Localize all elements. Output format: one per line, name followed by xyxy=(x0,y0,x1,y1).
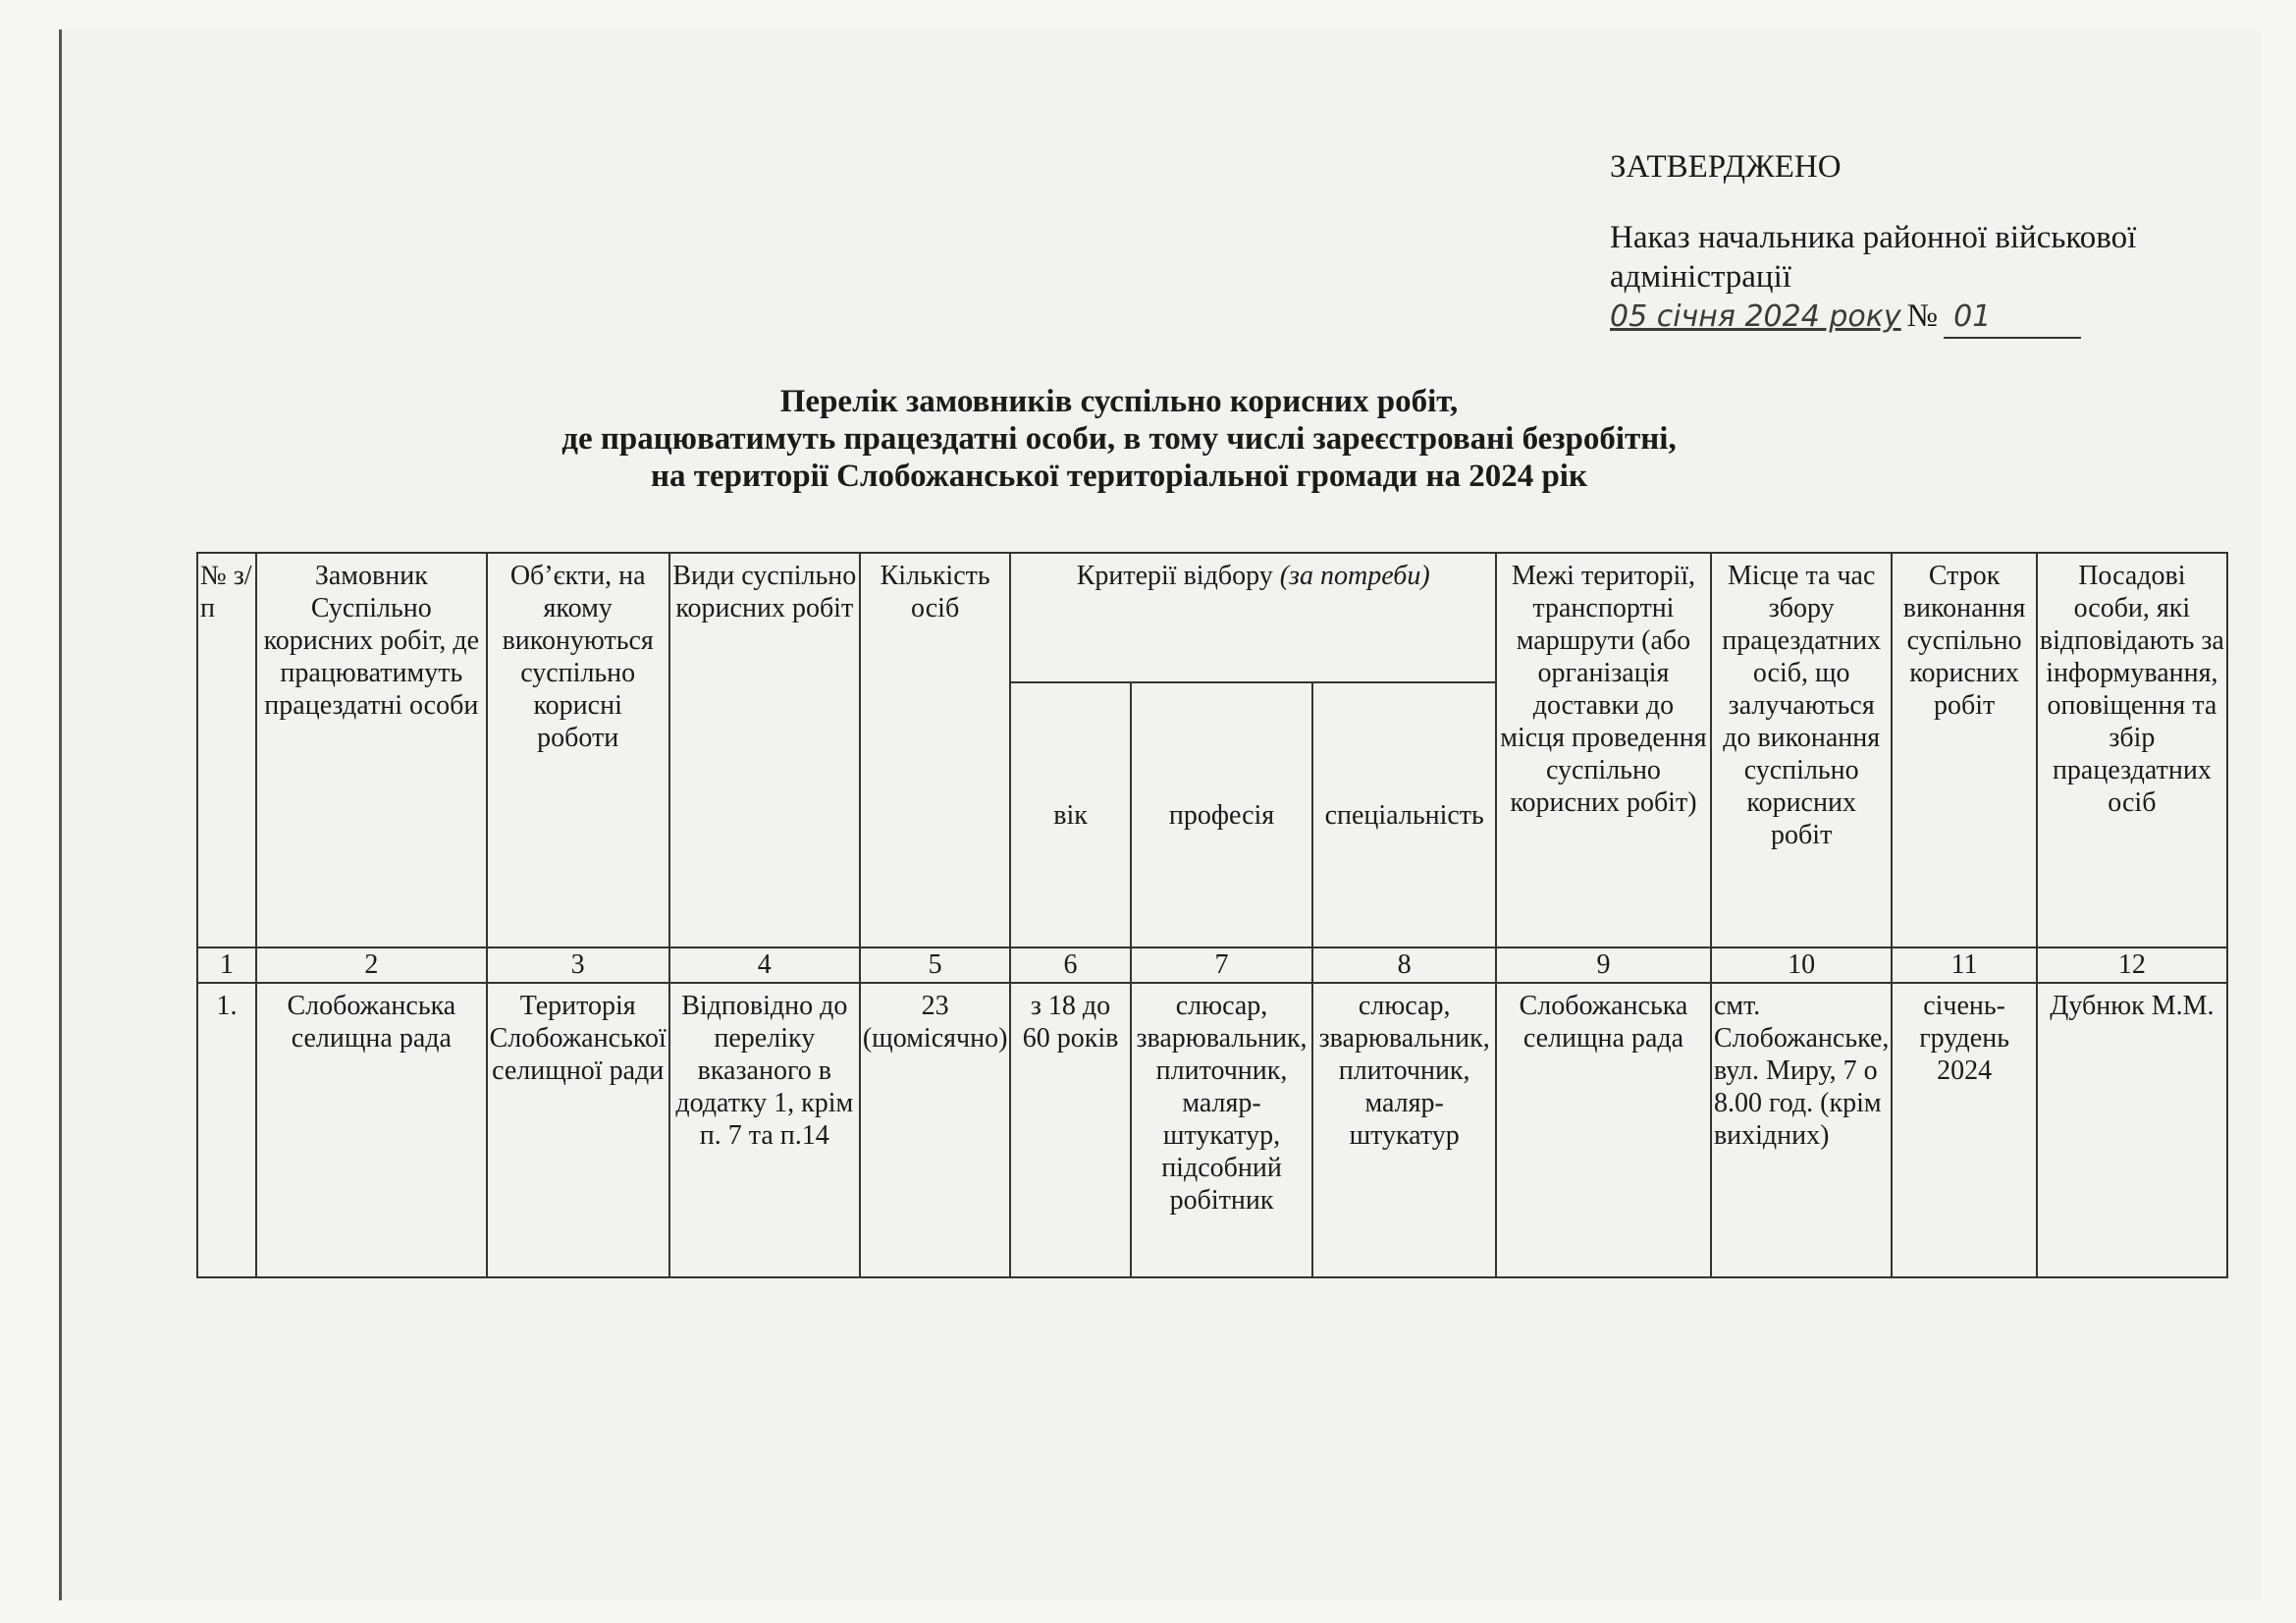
customers-table xyxy=(196,552,2228,1278)
criteria-note: (за потреби) xyxy=(1279,561,1430,591)
header-profession: професія xyxy=(1131,682,1313,947)
row-work-types: Відповідно до переліку вказаного в додатку 1, крім п. 7 та п.14 xyxy=(669,983,860,1277)
row-specialty: слюсар, зварювальник, плиточник, маляр-штукатур xyxy=(1312,983,1496,1277)
header-object: Об’єкти, на якому виконуються суспільно корисні роботи xyxy=(487,553,669,947)
header-officials: Посадові особи, які відповідають за інформування, оповіщення та збір працездатних осіб xyxy=(2037,553,2227,947)
header-specialty: спеціальність xyxy=(1312,682,1496,947)
row-officials: Дубнюк М.М. xyxy=(2037,983,2227,1277)
row-place-time: смт. Слобожанське, вул. Миру, 7 о 8.00 год. (крім вихідних) xyxy=(1711,983,1892,1277)
row-term: січень-грудень 2024 xyxy=(1892,983,2036,1277)
row-customer: Слобожанська селищна рада xyxy=(256,983,487,1277)
criteria-label: Критерії відбору xyxy=(1076,561,1273,591)
row-age: з 18 до 60 років xyxy=(1010,983,1130,1277)
header-age: вік xyxy=(1010,682,1130,947)
approval-block xyxy=(1610,147,2238,339)
column-numbers-row xyxy=(197,947,2227,983)
column-number: 9 xyxy=(1496,947,1711,983)
approval-heading: ЗАТВЕРДЖЕНО xyxy=(1610,149,1842,185)
number-label: № xyxy=(1906,298,1939,334)
column-number: 6 xyxy=(1010,947,1130,983)
title-line-2: де працюватимуть працездатні особи, в тому числі зареєстровані безробітні, xyxy=(561,421,1677,457)
column-number: 11 xyxy=(1892,947,2036,983)
column-number: 3 xyxy=(487,947,669,983)
column-number: 8 xyxy=(1312,947,1496,983)
header-criteria xyxy=(1010,553,1496,682)
column-number: 10 xyxy=(1711,947,1892,983)
handwritten-date: 05 січня 2024 року xyxy=(1610,299,1901,334)
row-profession: слюсар, зварювальник, плиточник, маляр-штукатур, підсобний робітник xyxy=(1131,983,1313,1277)
approval-order-text: Наказ начальника районної військової адміністрації xyxy=(1610,220,2137,295)
header-number: № з/п xyxy=(197,553,256,947)
table-row xyxy=(197,983,2227,1277)
header-customer: Замовник Суспільно корисних робіт, де працюватимуть працездатні особи xyxy=(256,553,487,947)
column-number: 1 xyxy=(197,947,256,983)
header-work-types: Види суспільно корисних робіт xyxy=(669,553,860,947)
row-count: 23 (щомісячно) xyxy=(860,983,1011,1277)
column-number: 2 xyxy=(256,947,487,983)
header-count: Кількість осіб xyxy=(860,553,1011,947)
column-number: 12 xyxy=(2037,947,2227,983)
handwritten-number: 01 xyxy=(1944,298,2081,339)
header-boundaries: Межі території, транспортні маршрути (або організація доставки до місця проведення суспільно корисних робіт) xyxy=(1496,553,1711,947)
row-object: Територія Слобожанської селищної ради xyxy=(487,983,669,1277)
document-title xyxy=(196,383,2042,495)
column-number: 4 xyxy=(669,947,860,983)
column-number: 5 xyxy=(860,947,1011,983)
header-row-1 xyxy=(197,553,2227,682)
title-line-3: на території Слобожанської територіальної громади на 2024 рік xyxy=(650,459,1587,494)
row-boundaries: Слобожанська селищна рада xyxy=(1496,983,1711,1277)
approval-signature-line xyxy=(1610,297,2238,339)
header-place-time: Місце та час збору працездатних осіб, що залучаються до виконання суспільно корисних робіт xyxy=(1711,553,1892,947)
column-number: 7 xyxy=(1131,947,1313,983)
header-term: Строк виконання суспільно корисних робіт xyxy=(1892,553,2036,947)
title-line-1: Перелік замовників суспільно корисних робіт, xyxy=(779,384,1459,419)
row-number: 1. xyxy=(197,983,256,1277)
